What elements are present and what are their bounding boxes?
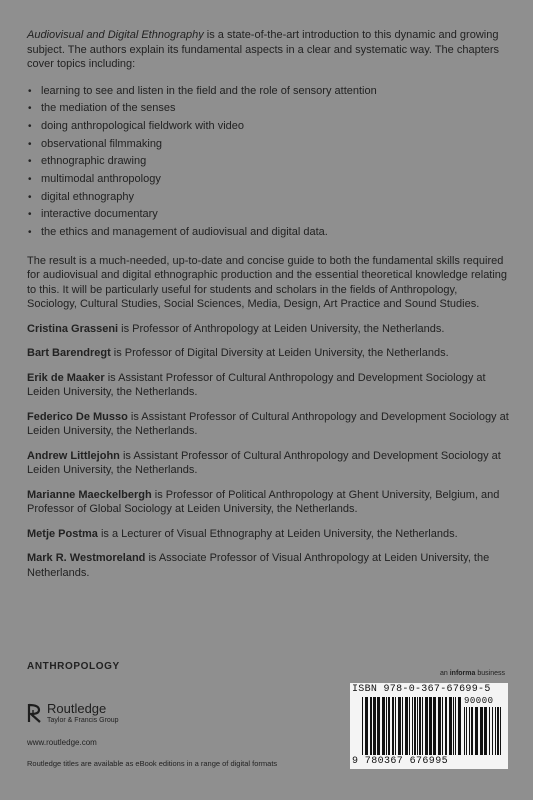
barcode-bar xyxy=(489,707,490,755)
topic-item xyxy=(27,189,509,207)
author-bio xyxy=(27,449,509,478)
topic-item xyxy=(27,100,509,118)
barcode-bar xyxy=(402,697,403,755)
barcode-bar xyxy=(458,697,461,755)
author-name: Cristina Grasseni xyxy=(27,322,119,335)
barcode-bar xyxy=(433,697,436,755)
barcode-bar xyxy=(492,707,493,755)
barcode-bar xyxy=(392,697,394,755)
author-description: is Associate Professor of Visual Anthropology at Leiden University, the Netherlands. xyxy=(27,552,490,579)
author-description: is Professor of Digital Diversity at Leiden University, the Netherlands. xyxy=(110,347,449,360)
author-bio xyxy=(27,410,509,439)
author-bios xyxy=(27,322,509,581)
author-description: is Assistant Professor of Cultural Anthropology and Development Sociology at Leiden University, the Netherlands. xyxy=(27,410,509,438)
topic-text: the mediation of the senses xyxy=(41,102,176,115)
barcode-bar xyxy=(365,697,368,755)
author-bio xyxy=(27,371,509,400)
barcode-bar xyxy=(370,697,372,755)
barcode-bar xyxy=(405,697,408,755)
barcode-bar xyxy=(500,707,501,755)
author-name: Federico De Musso xyxy=(27,410,128,423)
topic-item xyxy=(27,171,509,189)
price-addon-label: 90000 xyxy=(464,696,494,706)
book-title: Audiovisual and Digital Ethnography xyxy=(27,29,204,41)
topic-text: the ethics and management of audiovisual and digital data. xyxy=(41,226,328,238)
barcode-bar xyxy=(469,707,470,755)
category-label: ANTHROPOLOGY xyxy=(27,661,120,672)
barcode-bar xyxy=(409,697,410,755)
publisher-group: Taylor & Francis Group xyxy=(47,717,119,724)
barcode-bar xyxy=(455,697,456,755)
barcode-bar xyxy=(412,697,413,755)
topic-text: observational filmmaking xyxy=(41,137,163,150)
barcode-bar xyxy=(495,707,496,755)
topic-text: doing anthropological fieldwork with video xyxy=(41,119,245,132)
barcode-bar xyxy=(388,697,390,755)
topic-item xyxy=(27,206,509,224)
barcode-bar xyxy=(466,707,467,755)
barcode-bar xyxy=(497,707,499,755)
barcode-bar xyxy=(382,697,385,755)
barcode xyxy=(350,683,508,769)
isbn-label: ISBN 978-0-367-67699-5 xyxy=(352,684,491,695)
author-name: Erik de Maaker xyxy=(27,371,105,384)
barcode-bar xyxy=(419,697,421,755)
barcode-bar xyxy=(480,707,483,755)
barcode-bar xyxy=(398,697,401,755)
ebook-note: Routledge titles are available as eBook editions in a range of digital formats xyxy=(27,759,278,768)
intro-text: is a state-of-the-art introduction to this dynamic and growing subject. The authors explain its fundamental aspects in a clear and systematic way. The chapters cover topics including: xyxy=(27,29,500,70)
barcode-bar xyxy=(445,697,447,755)
barcode-bar xyxy=(438,697,441,755)
barcode-bars xyxy=(362,697,462,755)
informa-brand: informa xyxy=(449,670,476,677)
author-description: is Assistant Professor of Cultural Anthropology and Development Sociology at Leiden University, the Netherlands. xyxy=(27,371,486,399)
barcode-bar xyxy=(471,707,473,755)
author-bio xyxy=(27,551,509,580)
barcode-bar xyxy=(449,697,452,755)
barcode-bar xyxy=(414,697,416,755)
author-name: Bart Barendregt xyxy=(27,347,111,360)
barcode-bar xyxy=(422,697,423,755)
bullet-icon: • xyxy=(28,156,32,168)
barcode-bar xyxy=(429,697,432,755)
topic-list xyxy=(27,83,509,242)
barcode-bar xyxy=(386,697,387,755)
addon-barcode-bars xyxy=(464,707,504,755)
topic-item xyxy=(27,153,509,171)
barcode-bar xyxy=(484,707,487,755)
topic-item xyxy=(27,136,509,154)
result-paragraph: The result is a much-needed, up-to-date and concise guide to both the fundamental skills required for audiovisual and digital ethnographic production and the essential theoretical knowledge relating to this. It will be particularly useful for students and scholars in the fields of Anthropology, Sociology, Cultural Studies, Social Sciences, Media, Design, Art Practice and Sound Studies. xyxy=(27,254,508,311)
bullet-icon: • xyxy=(28,173,32,185)
topic-text: multimodal anthropology xyxy=(41,172,161,185)
informa-suffix: business xyxy=(475,670,505,677)
author-name: Andrew Littlejohn xyxy=(27,449,120,462)
bullet-icon: • xyxy=(28,209,32,221)
barcode-bar xyxy=(425,697,428,755)
barcode-bar xyxy=(395,697,396,755)
intro-paragraph xyxy=(27,28,509,72)
barcode-digits: 9 780367 676995 xyxy=(352,756,449,767)
informa-tagline xyxy=(440,670,505,677)
author-description: is Assistant Professor of Cultural Anthropology and Development Sociology at Leiden University, the Netherlands. xyxy=(27,449,501,477)
author-bio xyxy=(27,527,509,542)
blurb xyxy=(27,28,509,580)
publisher-name: Routledge xyxy=(47,701,107,716)
topic-text: ethnographic drawing xyxy=(41,155,147,168)
author-name: Mark R. Westmoreland xyxy=(27,552,146,565)
author-bio xyxy=(27,322,509,337)
routledge-logo-icon xyxy=(27,703,43,723)
topic-item xyxy=(27,83,509,101)
barcode-bar xyxy=(453,697,454,755)
topic-text: digital ethnography xyxy=(41,190,134,203)
author-name: Metje Postma xyxy=(27,527,98,540)
author-bio xyxy=(27,346,509,361)
bullet-icon: • xyxy=(28,227,32,238)
bullet-icon: • xyxy=(28,85,32,97)
barcode-bar xyxy=(475,707,478,755)
author-description: is Professor of Anthropology at Leiden University, the Netherlands. xyxy=(118,322,445,335)
topic-text: interactive documentary xyxy=(41,208,158,221)
barcode-bar xyxy=(362,697,363,755)
author-description: is Professor of Political Anthropology at Ghent University, Belgium, and Professor of Global Sociology at Leiden University, the Netherlands. xyxy=(27,488,500,516)
publisher-website: www.routledge.com xyxy=(27,738,97,747)
author-name: Marianne Maeckelbergh xyxy=(27,488,152,501)
informa-prefix: an xyxy=(440,670,450,677)
bullet-icon: • xyxy=(28,138,32,150)
publisher-logo xyxy=(27,701,119,725)
bullet-icon: • xyxy=(28,103,32,115)
bullet-icon: • xyxy=(28,191,32,203)
barcode-bar xyxy=(377,697,380,755)
barcode-bar xyxy=(417,697,418,755)
author-description: is a Lecturer of Visual Ethnography at Leiden University, the Netherlands. xyxy=(97,527,458,540)
barcode-bar xyxy=(373,697,376,755)
bullet-icon: • xyxy=(28,120,32,132)
author-bio xyxy=(27,488,509,517)
topic-item xyxy=(27,118,509,136)
topic-item xyxy=(27,224,509,242)
barcode-bar xyxy=(464,707,465,755)
topic-text: learning to see and listen in the field and the role of sensory attention xyxy=(41,84,377,97)
barcode-bar xyxy=(442,697,443,755)
